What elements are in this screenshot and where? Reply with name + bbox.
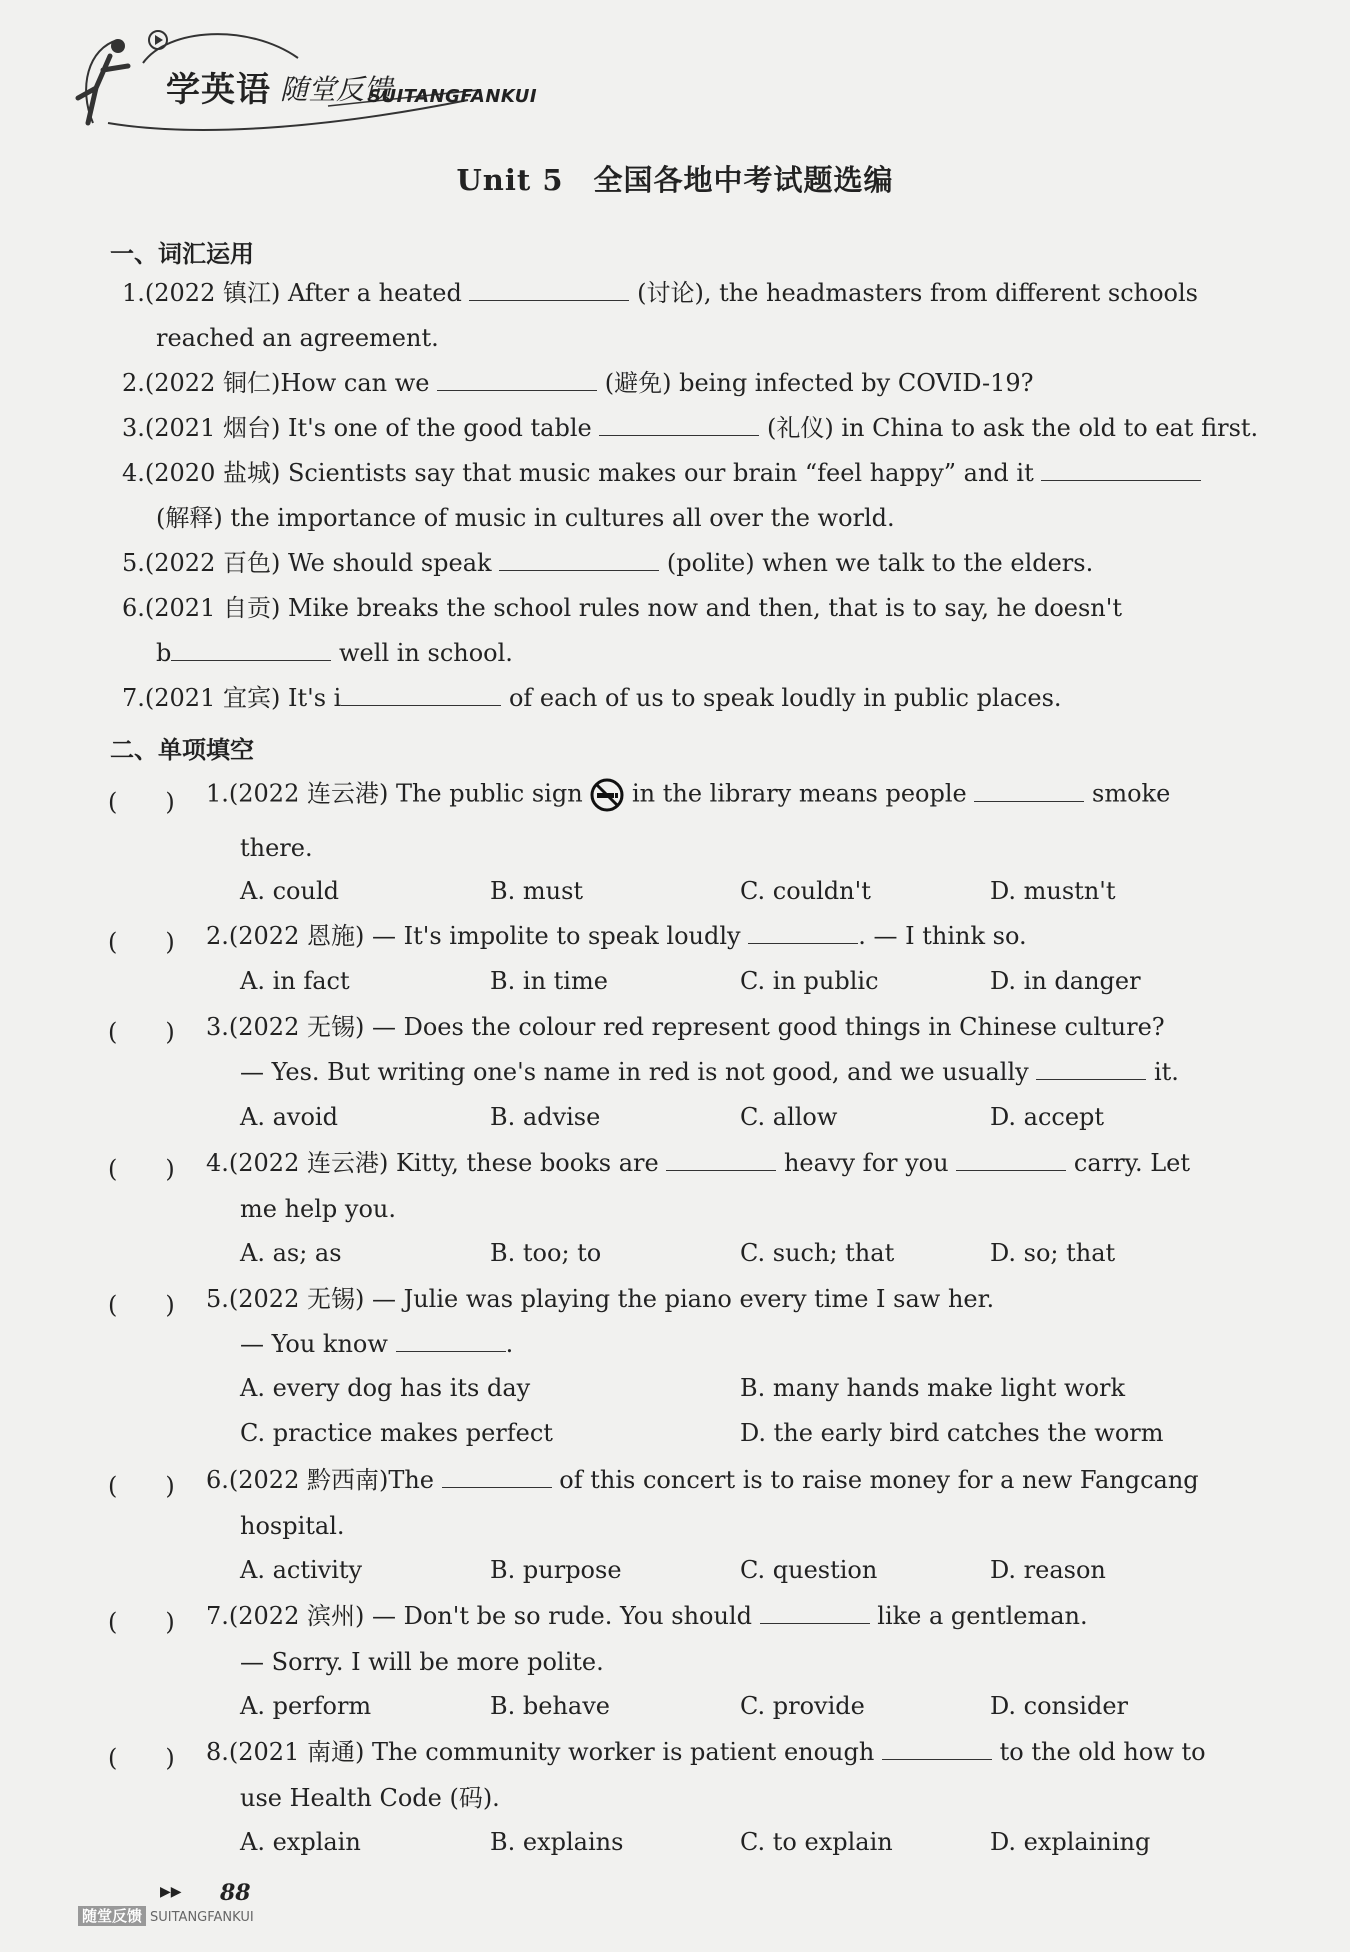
option-c[interactable]: C. provide [740,1692,865,1720]
item-text: in the library means people [631,779,967,808]
answer-blank[interactable] [469,278,629,301]
item-text: . — I think so. [858,922,1027,950]
item-number: 1. [122,279,145,307]
vocab-item-1 [122,278,1198,308]
option-c[interactable]: C. such; that [740,1239,895,1267]
vocab-item-1-cont: reached an agreement. [156,324,439,352]
item-number: 7. [206,1602,229,1630]
vocab-item-2 [122,368,1034,398]
option-a[interactable]: A. as; as [240,1239,342,1267]
logo-main-text: 学英语 [166,70,271,110]
option-d[interactable]: D. reason [990,1556,1106,1584]
answer-blank[interactable] [1036,1057,1146,1080]
item-text: of each of us to speak loudly in public places. [508,684,1062,712]
answer-blank[interactable] [499,548,659,571]
item-text: (2021 烟台) It's one of the good table [144,414,592,442]
item-number: 6. [122,594,145,622]
mc-question-5 [206,1284,994,1314]
item-text: — Yes. But writing one's name in red is not good, and we usually [240,1058,1029,1086]
mc-question-1 [206,778,1170,812]
mc-question-3-reply [240,1057,1179,1087]
answer-paren[interactable]: ( ) [108,1744,175,1772]
item-text: (2022 百色) We should speak [144,549,492,577]
logo-script-text: 随堂反馈 [280,73,393,106]
mc-question-6 [206,1465,1199,1495]
option-c[interactable]: C. to explain [740,1828,893,1856]
option-c[interactable]: C. in public [740,967,879,995]
item-text: (2021 自贡) Mike breaks the school rules now and then, that is to say, he doesn't [144,594,1122,622]
vocab-item-7 [122,683,1062,713]
footer-tag-label: 随堂反馈 [78,1906,146,1926]
page-number: 88 [220,1880,251,1906]
answer-blank[interactable] [396,1329,506,1352]
item-number: 1. [206,779,229,808]
answer-blank[interactable] [1041,458,1201,481]
option-c[interactable]: C. allow [740,1103,838,1131]
mc-question-8-cont: use Health Code (码). [240,1784,500,1812]
item-text: (避免) being infected by COVID-19? [604,369,1034,397]
option-b[interactable]: B. many hands make light work [740,1374,1126,1402]
answer-blank[interactable] [437,368,597,391]
item-text: well in school. [339,639,513,667]
answer-paren[interactable]: ( ) [108,1472,175,1500]
vocab-item-5 [122,548,1093,578]
item-text: (2022 无锡) — Does the colour red represent good things in Chinese culture? [228,1013,1165,1041]
option-a[interactable]: A. could [240,877,339,905]
mc-question-7-reply: — Sorry. I will be more polite. [240,1648,604,1676]
logo-latin-text: SUITANGFANKUI [368,86,538,107]
option-d[interactable]: D. consider [990,1692,1129,1720]
mc-question-2 [206,921,1027,951]
answer-paren[interactable]: ( ) [108,928,175,956]
item-text: it. [1153,1058,1179,1086]
answer-paren[interactable]: ( ) [108,1018,175,1046]
item-number: 4. [122,459,145,487]
answer-blank[interactable] [599,413,759,436]
mc-question-6-cont: hospital. [240,1512,345,1540]
option-a[interactable]: A. avoid [240,1103,338,1131]
item-number: 5. [122,549,145,577]
item-text: like a gentleman. [877,1602,1088,1630]
option-b[interactable]: B. must [490,877,584,905]
answer-paren[interactable]: ( ) [108,1608,175,1636]
item-text: (2022 黔西南)The [228,1466,435,1494]
answer-blank[interactable] [974,779,1084,802]
option-a[interactable]: A. explain [240,1828,361,1856]
vocab-item-3 [122,413,1258,443]
option-b[interactable]: B. purpose [490,1556,622,1584]
option-a[interactable]: A. in fact [240,967,350,995]
item-text: (2022 连云港) Kitty, these books are [228,1149,659,1177]
option-b[interactable]: B. explains [490,1828,624,1856]
item-number: 6. [206,1466,229,1494]
footer-tag-latin: SUITANGFANKUI [150,1910,254,1925]
item-text: (2021 宜宾) It's i [144,684,342,712]
item-text: smoke [1092,779,1171,808]
answer-blank[interactable] [341,683,501,706]
item-text: (2022 恩施) — It's impolite to speak loudly [228,922,741,950]
item-number: 2. [122,369,145,397]
footer-tag [78,1905,254,1926]
mc-question-7 [206,1601,1088,1631]
option-b[interactable]: B. too; to [490,1239,602,1267]
mc-question-1-cont: there. [240,834,313,862]
item-text: (2022 镇江) After a heated [144,279,462,307]
mc-question-4 [206,1148,1190,1178]
mc-question-5-reply [240,1329,513,1359]
item-number: 3. [206,1013,229,1041]
page-title: Unit 5 全国各地中考试题选编 [456,163,894,197]
mc-question-4-cont: me help you. [240,1195,397,1223]
answer-blank[interactable] [760,1601,870,1624]
header-logo [48,28,568,133]
option-b[interactable]: B. advise [490,1103,601,1131]
item-text: (polite) when we talk to the elders. [666,549,1094,577]
item-text: (2022 铜仁)How can we [144,369,430,397]
item-text: of this concert is to raise money for a new Fangcang [559,1466,1199,1494]
item-text: (礼仪) in China to ask the old to eat first. [767,414,1259,442]
vocab-item-6-cont [156,638,513,668]
option-a[interactable]: A. every dog has its day [240,1374,531,1402]
section-heading-vocabulary: 一、词汇运用 [110,240,254,268]
answer-paren[interactable]: ( ) [108,1155,175,1183]
no-smoking-icon [590,778,624,812]
mc-question-3 [206,1012,1165,1042]
item-text: (讨论), the headmasters from different schools [637,279,1199,307]
option-b[interactable]: B. in time [490,967,608,995]
vocab-item-6 [122,593,1122,623]
answer-blank[interactable] [748,921,858,944]
item-text: (2022 无锡) — Julie was playing the piano every time I saw her. [228,1285,995,1313]
double-arrow-icon: ▶▶ [160,1884,182,1900]
option-a[interactable]: A. perform [240,1692,372,1720]
answer-paren[interactable]: ( ) [108,1291,175,1319]
item-text: (2020 盐城) Scientists say that music makes our brain “feel happy” and it [144,459,1034,487]
answer-blank[interactable] [956,1148,1066,1171]
item-text: (2021 南通) The community worker is patient enough [228,1738,875,1766]
option-d[interactable]: D. the early bird catches the worm [740,1419,1164,1447]
mc-question-8 [206,1737,1206,1767]
answer-blank[interactable] [666,1148,776,1171]
item-text: (2022 连云港) The public sign [228,779,583,808]
option-d[interactable]: D. accept [990,1103,1105,1131]
option-c[interactable]: C. couldn't [740,877,871,905]
option-c[interactable]: C. question [740,1556,878,1584]
item-number: 7. [122,684,145,712]
option-b[interactable]: B. behave [490,1692,610,1720]
answer-blank[interactable] [882,1737,992,1760]
item-number: 4. [206,1149,229,1177]
hint-letter: b [156,639,172,667]
item-text: carry. Let [1073,1149,1190,1177]
item-text: to the old how to [999,1738,1206,1766]
item-text: heavy for you [783,1149,949,1177]
section-heading-multiple-choice: 二、单项填空 [110,736,254,764]
vocab-item-4-cont: (解释) the importance of music in cultures all over the world. [156,504,895,532]
option-d[interactable]: D. in danger [990,967,1141,995]
option-d[interactable]: D. mustn't [990,877,1116,905]
item-text: — You know [240,1330,388,1358]
answer-blank[interactable] [171,638,331,661]
option-a[interactable]: A. activity [240,1556,363,1584]
item-text: (2022 滨州) — Don't be so rude. You should [228,1602,752,1630]
item-number: 5. [206,1285,229,1313]
option-d[interactable]: D. explaining [990,1828,1151,1856]
item-number: 2. [206,922,229,950]
option-d[interactable]: D. so; that [990,1239,1116,1267]
option-c[interactable]: C. practice makes perfect [240,1419,553,1447]
item-number: 8. [206,1738,229,1766]
item-number: 3. [122,414,145,442]
answer-paren[interactable]: ( ) [108,788,175,816]
item-text: . [505,1330,514,1358]
answer-blank[interactable] [442,1465,552,1488]
vocab-item-4 [122,458,1201,488]
